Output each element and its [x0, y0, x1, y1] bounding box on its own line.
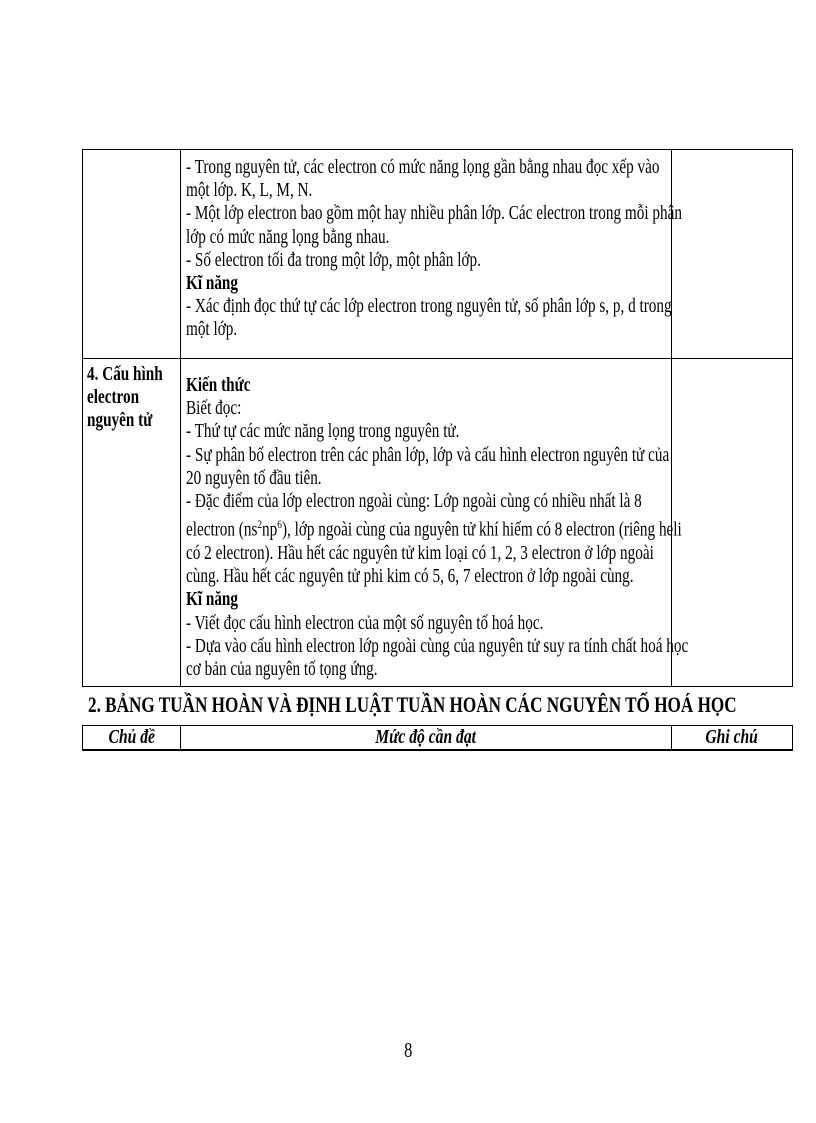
content-line: có 2 electron). Hầu hết các nguyên tử kim loại có 1, 2, 3 electron ở lớp ngoài	[186, 542, 654, 564]
topic-line: electron	[87, 387, 140, 408]
section-heading: Kĩ năng	[186, 589, 239, 611]
content-line: lớp có mức năng lọng bằng nhau.	[186, 226, 390, 248]
content-line: - Dựa vào cấu hình electron lớp ngoài cùng của nguyên tử suy ra tính chất hoá học	[186, 635, 689, 657]
content-block	[181, 150, 683, 344]
content-line: - Xác định đọc thứ tự các lớp electron trong nguyên tử, số phân lớp s, p, d trong	[186, 296, 672, 318]
content-line: - Một lớp electron bao gồm một hay nhiều phân lớp. Các electron trong mỗi phân	[186, 203, 683, 225]
content-line: 20 nguyên tố đầu tiên.	[186, 467, 322, 489]
content-block	[181, 359, 689, 683]
superscript: 6	[277, 517, 283, 532]
topic-line: 4. Cấu hình	[87, 364, 163, 385]
table-row	[83, 359, 793, 687]
note-cell	[671, 150, 792, 359]
content-line: - Viết đọc cấu hình electron của một số nguyên tố hoá học.	[186, 612, 544, 634]
content-line: - Thứ tự các mức năng lọng trong nguyên tử.	[186, 421, 460, 443]
section-title: 2. BẢNG TUẦN HOÀN VÀ ĐỊNH LUẬT TUẦN HOÀN CÁC NGUYÊN TỐ HOÁ HỌC	[88, 692, 737, 717]
content-line	[186, 513, 682, 542]
header-topic: Chủ đề	[83, 726, 181, 751]
header-level: Mức độ cần đạt	[181, 726, 672, 751]
content-line: - Trong nguyên tử, các electron có mức năng lọng gần bằng nhau đọc xếp vào	[186, 157, 660, 178]
content-line: một lớp. K, L, M, N.	[186, 180, 313, 202]
topic-cell	[83, 359, 181, 687]
content-cell	[181, 359, 689, 687]
content-cell	[181, 150, 683, 359]
header-note: Ghi chú	[671, 726, 792, 751]
topic-line: nguyên tử	[87, 410, 153, 431]
note-cell	[671, 359, 792, 687]
text-part: ), lớp ngoài cùng của nguyên tử khí hiếm có 8 electron (riêng heli	[282, 519, 682, 541]
superscript: 2	[257, 517, 263, 532]
spacer-line	[186, 365, 666, 374]
topic-cell	[83, 150, 181, 359]
header-table	[82, 725, 793, 751]
standards-table	[82, 149, 793, 687]
content-line: một lớp.	[186, 319, 238, 341]
section-heading: Kiến thức	[186, 375, 251, 396]
content-line: Biết đọc:	[186, 398, 242, 420]
text-part: electron (ns	[186, 519, 258, 541]
page-number: 8	[403, 1038, 413, 1062]
content-line: - Sự phân bố electron trên các phân lớp, lớp và cấu hình electron nguyên tử của	[186, 444, 670, 466]
content-line: cùng. Hầu hết các nguyên tử phi kim có 5, 6, 7 electron ở lớp ngoài cùng.	[186, 566, 634, 588]
header-row	[83, 726, 793, 751]
content-line: cơ bản của nguyên tố tọng ứng.	[186, 658, 378, 680]
text-part: np	[262, 519, 278, 541]
table-row	[83, 150, 793, 359]
topic-title	[83, 359, 180, 432]
content-line: - Số electron tối đa trong một lớp, một phân lớp.	[186, 249, 482, 271]
section-heading: Kĩ năng	[186, 273, 239, 295]
content-line: - Đặc điểm của lớp electron ngoài cùng: Lớp ngoài cùng có nhiều nhất là 8	[186, 491, 642, 513]
